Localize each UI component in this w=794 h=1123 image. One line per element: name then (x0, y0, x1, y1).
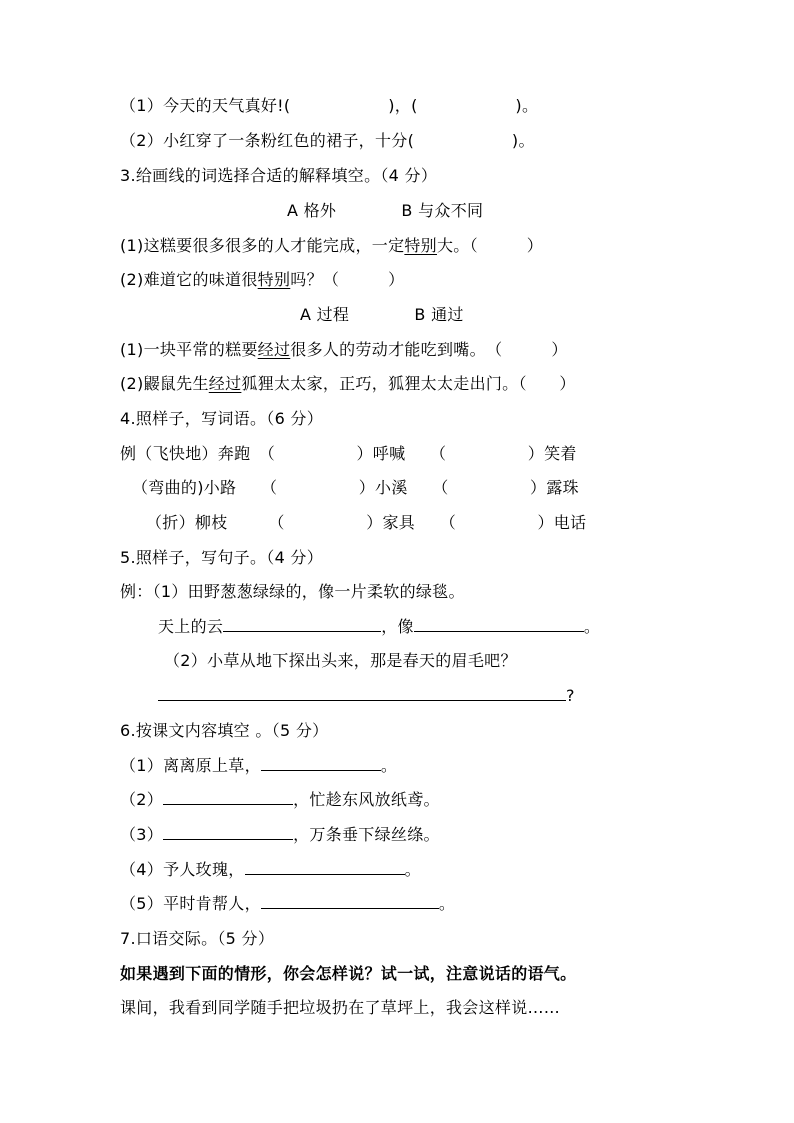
q3-options-1: A 格外 B 与众不同 (287, 201, 484, 220)
answer-blank[interactable] (163, 790, 293, 805)
q3-sentence-2: (2)难道它的味道很特别吗？（ ） (120, 270, 405, 289)
q6-item-3: （3） ，万条垂下绿丝绦。 (120, 825, 440, 844)
q6-item-1: （1）离离原上草， 。 (120, 756, 398, 775)
q4-row-2: （弯曲的)小路 （ ）小溪 （ ）露珠 (132, 478, 579, 497)
q2-sentence-1: （1）今天的天气真好!( )，( )。 (120, 96, 539, 115)
q6-item-2: （2） ，忙趁东风放纸鸢。 (120, 790, 440, 809)
answer-blank[interactable] (261, 894, 439, 909)
q6-item-4: （4）予人玫瑰， 。 (120, 860, 421, 879)
q7-title: 7.口语交际。（5 分） (120, 929, 275, 948)
q4-row-3: （折）柳枝 （ ）家具 （ ）电话 (146, 513, 587, 532)
q6-item-5: （5）平时肯帮人， 。 (120, 894, 456, 913)
q5-line-b: ? (158, 686, 575, 706)
answer-blank[interactable] (158, 686, 566, 701)
q3-sentence-4: (2)鼹鼠先生经过狐狸太太家，正巧，狐狸太太走出门。（ ） (120, 374, 576, 393)
underlined-word: 特别 (404, 236, 437, 255)
answer-blank[interactable] (414, 617, 584, 632)
q7-instruction: 如果遇到下面的情形，你会怎样说？试一试，注意说话的语气。 (120, 964, 577, 983)
q5-line-a: 天上的云 ，像 。 (158, 617, 601, 636)
answer-blank[interactable] (163, 825, 293, 840)
q2-sentence-2: （2）小红穿了一条粉红色的裙子，十分( )。 (120, 131, 535, 150)
answer-blank[interactable] (261, 756, 381, 771)
q4-title: 4.照样子，写词语。（6 分） (120, 409, 324, 428)
q3-sentence-3: (1)一块平常的糕要经过很多人的劳动才能吃到嘴。 （ ） (120, 340, 568, 359)
underlined-word: 经过 (257, 340, 291, 359)
answer-blank[interactable] (245, 860, 405, 875)
q7-scenario: 课间，我看到同学随手把垃圾扔在了草坪上，我会这样说…… (120, 998, 561, 1017)
q5-title: 5.照样子，写句子。（4 分） (120, 548, 324, 567)
q4-row-1: 例（飞快地）奔跑 （ ）呼喊 （ ）笑着 (120, 444, 577, 463)
underlined-word: 经过 (208, 374, 242, 393)
answer-blank[interactable] (223, 617, 381, 632)
q3-sentence-1: (1)这糕要很多很多的人才能完成，一定特别大。（ ） (120, 236, 544, 255)
q5-sentence-2: （2）小草从地下探出头来，那是春天的眉毛吧？ (164, 651, 517, 670)
q3-title: 3.给画线的词选择合适的解释填空。（4 分） (120, 166, 438, 185)
q6-title: 6.按课文内容填空 。（5 分） (120, 721, 329, 740)
q3-options-2: A 过程 B 通过 (300, 305, 464, 324)
q5-example: 例：（1）田野葱葱绿绿的，像一片柔软的绿毯。 (120, 582, 465, 601)
underlined-word: 特别 (257, 270, 291, 289)
